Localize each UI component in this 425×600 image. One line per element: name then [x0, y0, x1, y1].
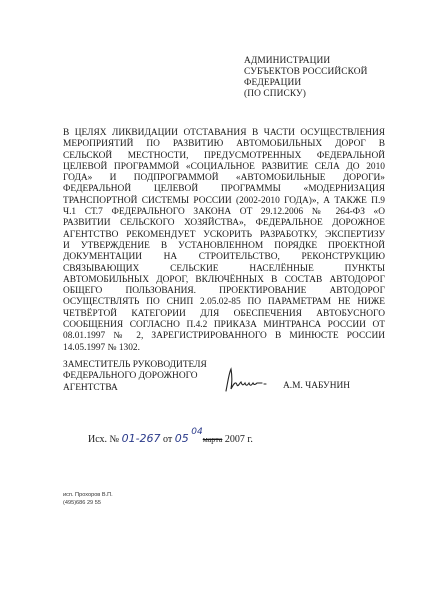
body-line: ЦЕЛЕВОЙ ПРОГРАММОЙ «СОЦИАЛЬНОЕ РАЗВИТИЕ СЕЛА ДО 2010	[63, 161, 385, 172]
body-line: СЕЛЬСКОЙ МЕСТНОСТИ, ПРЕДУСМОТРЕННЫХ ФЕДЕРАЛЬНОЙ	[63, 150, 385, 161]
handwritten-signature	[222, 367, 268, 393]
body-line: 14.05.1997 № 1302.	[63, 342, 140, 353]
body-line: И УТВЕРЖДЕНИЕ В УСТАНОВЛЕННОМ ПОРЯДКЕ ПРОЕКТНОЙ	[63, 240, 385, 251]
letter-body	[63, 128, 385, 354]
addressee-line: АДМИНИСТРАЦИИ	[244, 56, 331, 66]
body-line: АГЕНТСТВО РЕКОМЕНДУЕТ УСКОРИТЬ РАЗРАБОТКУ, ЭКСПЕРТИЗУ	[63, 229, 385, 240]
addressee-line: (ПО СПИСКУ)	[244, 89, 306, 99]
executor-info	[63, 491, 113, 507]
executor-name: исп. Прохоров В.П.	[63, 492, 113, 498]
body-line: ЧЕТВЁРТОЙ КАТЕГОРИИ ДЛЯ ОБЕСПЕЧЕНИЯ АВТОБУСНОГО	[63, 308, 385, 319]
addressee-block	[244, 56, 414, 100]
body-line: 08.01.1997 № 2, ЗАРЕГИСТРИРОВАННОГО В МИНЮСТЕ РОССИИ	[63, 331, 385, 342]
reference-day: 05	[174, 432, 189, 445]
reference-number: 01-267	[121, 432, 161, 445]
body-line: ГОДА» И ПОДПРОГРАММОЙ «АВТОМОБИЛЬНЫЕ ДОРОГИ»	[63, 173, 385, 184]
executor-phone: (495)686 29 55	[63, 500, 101, 506]
reference-from: от	[163, 434, 173, 445]
body-line: АВТОМОБИЛЬНЫХ ДОРОГ, ВКЛЮЧЁННЫХ В СОСТАВ АВТОДОРОГ	[63, 274, 385, 285]
signatory-title-line: ЗАМЕСТИТЕЛЬ РУКОВОДИТЕЛЯ	[63, 360, 207, 370]
body-line: ТРАНСПОРТНОЙ СИСТЕМЫ РОССИИ (2002-2010 ГОДА)», А ТАКЖЕ П.9	[63, 195, 385, 206]
signer-name: А.М. ЧАБУНИН	[283, 381, 351, 391]
reference-month-struck: марта	[202, 435, 223, 444]
body-line: ОБЩЕГО ПОЛЬЗОВАНИЯ. ПРОЕКТИРОВАНИЕ АВТОДОРОГ	[63, 286, 385, 297]
body-line: МЕРОПРИЯТИЙ ПО РАЗВИТИЮ АВТОМОБИЛЬНЫХ ДОРОГ В	[63, 139, 385, 150]
body-line: РАЗВИТИИ СЕЛЬСКОГО ХОЗЯЙСТВА», ФЕДЕРАЛЬНОЕ ДОРОЖНОЕ	[63, 218, 385, 229]
signatory-title-line: АГЕНТСТВА	[63, 382, 118, 393]
body-line: В ЦЕЛЯХ ЛИКВИДАЦИИ ОТСТАВАНИЯ В ЧАСТИ ОСУЩЕСТВЛЕНИЯ	[63, 128, 385, 138]
reference-month-handwritten: 04	[191, 427, 203, 437]
signatory-title-line: ФЕДЕРАЛЬНОГО ДОРОЖНОГО	[63, 371, 198, 382]
reference-prefix: Исх. №	[88, 434, 120, 445]
body-line: ФЕДЕРАЛЬНОЙ ЦЕЛЕВОЙ ПРОГРАММЫ «МОДЕРНИЗАЦИЯ	[63, 184, 385, 195]
addressee-line: СУБЪЕКТОВ РОССИЙСКОЙ	[244, 67, 368, 77]
body-line: Ч.1 СТ.7 ФЕДЕРАЛЬНОГО ЗАКОНА ОТ 29.12.2006 № 264-ФЗ «О	[63, 207, 385, 218]
body-line: СООБЩЕНИЯ СОГЛАСНО П.4.2 ПРИКАЗА МИНТРАНСА РОССИИ ОТ	[63, 320, 385, 331]
addressee-line: ФЕДЕРАЦИИ	[244, 78, 302, 88]
body-line: ОСУЩЕСТВЛЯТЬ ПО СНИП 2.05.02-85 ПО ПАРАМЕТРАМ НЕ НИЖЕ	[63, 297, 385, 308]
body-line: ДОКУМЕНТАЦИИ НА СТРОИТЕЛЬСТВО, РЕКОНСТРУКЦИЮ	[63, 252, 385, 263]
outgoing-reference	[88, 427, 253, 445]
reference-year: 2007 г.	[224, 434, 253, 445]
body-line: СВЯЗЫВАЮЩИХ СЕЛЬСКИЕ НАСЕЛЁННЫЕ ПУНКТЫ	[63, 263, 385, 274]
